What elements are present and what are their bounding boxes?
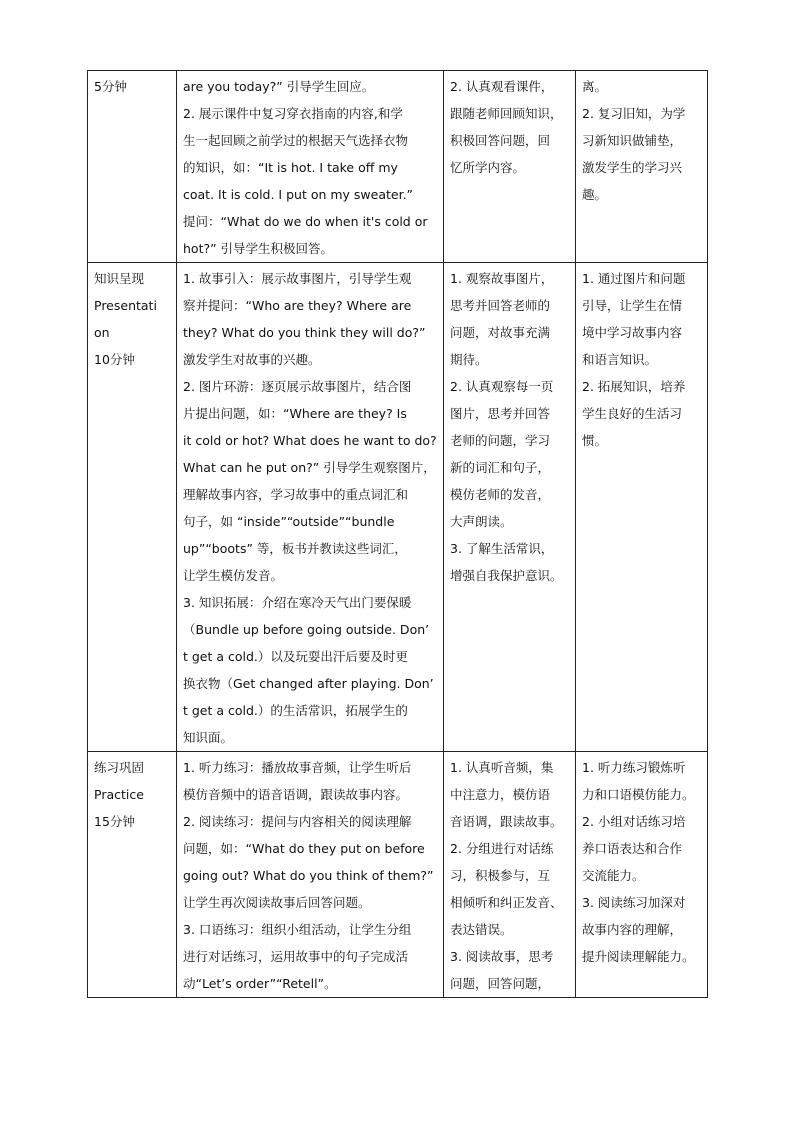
text-line: 1. 故事引入：展示故事图片，引导学生观 [183, 271, 412, 286]
text-line: 音语调，跟读故事。 [450, 814, 563, 829]
text-line: 提升阅读理解能力。 [582, 949, 695, 964]
text-line: 的知识，如：“It is hot. I take off my [183, 160, 398, 175]
text-line: 1. 认真听音频，集 [450, 760, 554, 775]
teacher-activity-cell [177, 263, 444, 752]
text-line: 句子，如 “inside”“outside”“bundle [183, 514, 395, 529]
text-line: 察并提问：“Who are they? Where are [183, 298, 412, 313]
text-line: 新的词汇和句子， [450, 460, 551, 475]
student-activity-cell [444, 752, 576, 998]
text-line: 期待。 [450, 352, 488, 367]
stage-cell [88, 71, 177, 263]
text-line: 知识面。 [183, 730, 234, 745]
text-line: 动“Let’s order”“Retell”。 [183, 976, 337, 991]
design-purpose-cell [576, 752, 708, 998]
text-line: 2. 分组进行对话练 [450, 841, 554, 856]
text-line: Presentati [94, 298, 157, 313]
text-line: 5分钟 [94, 79, 127, 94]
text-line: 3. 阅读故事，思考 [450, 949, 554, 964]
table-row [88, 263, 708, 752]
text-line: 1. 观察故事图片， [450, 271, 554, 286]
text-line: 思考并回答老师的 [450, 298, 551, 313]
text-line: 换衣物（Get changed after playing. Don’ [183, 676, 434, 691]
text-line: 积极回答问题，回 [450, 133, 551, 148]
stage-cell [88, 752, 177, 998]
table-row [88, 752, 708, 998]
text-line: 2. 展示课件中复习穿衣指南的内容,和学 [183, 106, 403, 121]
text-line: What can he put on?” 引导学生观察图片， [183, 460, 436, 475]
text-line: 10分钟 [94, 352, 135, 367]
text-line: 激发学生对故事的兴趣。 [183, 352, 321, 367]
text-line: 2. 小组对话练习培 [582, 814, 686, 829]
text-line: 2. 图片环游：逐页展示故事图片，结合图 [183, 379, 412, 394]
text-line: t get a cold.）以及玩耍出汗后要及时更 [183, 649, 408, 664]
text-line: 3. 阅读练习加深对 [582, 895, 686, 910]
text-line: 表达错误。 [450, 922, 513, 937]
text-line: 问题，如：“What do they put on before [183, 841, 425, 856]
text-line: 习，积极参与，互 [450, 868, 551, 883]
student-activity-cell [444, 71, 576, 263]
student-activity-cell [444, 263, 576, 752]
teacher-activity-cell [177, 71, 444, 263]
text-line: Practice [94, 787, 144, 802]
text-line: 交流能力。 [582, 868, 645, 883]
text-line: 增强自我保护意识。 [450, 568, 563, 583]
text-line: 1. 通过图片和问题 [582, 271, 686, 286]
text-line: 问题，对故事充满 [450, 325, 551, 340]
design-purpose-cell [576, 263, 708, 752]
lesson-plan-table [87, 70, 708, 998]
text-line: 生一起回顾之前学过的根据天气选择衣物 [183, 133, 409, 148]
text-line: 片提出问题，如：“Where are they? Is [183, 406, 407, 421]
text-line: 提问：“What do we do when it's cold or [183, 214, 428, 229]
text-line: they? What do you think they will do?” [183, 325, 426, 340]
text-line: 力和口语模仿能力。 [582, 787, 695, 802]
text-line: 让学生再次阅读故事后回答问题。 [183, 895, 371, 910]
text-line: 3. 口语练习：组织小组活动，让学生分组 [183, 922, 412, 937]
table-row [88, 71, 708, 263]
text-line: 2. 阅读练习：提问与内容相关的阅读理解 [183, 814, 412, 829]
stage-cell [88, 263, 177, 752]
text-line: 引导，让学生在情 [582, 298, 683, 313]
text-line: 养口语表达和合作 [582, 841, 683, 856]
text-line: hot?” 引导学生积极回答。 [183, 241, 334, 256]
text-line: are you today?” 引导学生回应。 [183, 79, 375, 94]
text-line: 惯。 [582, 433, 608, 448]
teacher-activity-cell [177, 752, 444, 998]
text-line: 相倾听和纠正发音、 [450, 895, 563, 910]
text-line: 2. 复习旧知，为学 [582, 106, 686, 121]
text-line: up”“boots” 等，板书并教读这些词汇， [183, 541, 407, 556]
text-line: 知识呈现 [94, 271, 145, 286]
text-line: 故事内容的理解， [582, 922, 683, 937]
text-line: it cold or hot? What does he want to do? [183, 433, 437, 448]
text-line: 15分钟 [94, 814, 135, 829]
text-line: 问题，回答问题， [450, 976, 551, 991]
text-line: 大声朗读。 [450, 514, 513, 529]
design-purpose-cell [576, 71, 708, 263]
text-line: t get a cold.）的生活常识，拓展学生的 [183, 703, 408, 718]
text-line: 3. 知识拓展：介绍在寒冷天气出门要保暖 [183, 595, 412, 610]
text-line: 让学生模仿发音。 [183, 568, 284, 583]
text-line: 趣。 [582, 187, 608, 202]
text-line: 跟随老师回顾知识， [450, 106, 563, 121]
text-line: 2. 认真观察每一页 [450, 379, 554, 394]
text-line: 理解故事内容，学习故事中的重点词汇和 [183, 487, 409, 502]
text-line: 2. 拓展知识，培养 [582, 379, 686, 394]
text-line: on [94, 325, 110, 340]
text-line: 忆所学内容。 [450, 160, 526, 175]
text-line: 3. 了解生活常识， [450, 541, 554, 556]
text-line: （Bundle up before going outside. Don’ [183, 622, 430, 637]
text-line: 和语言知识。 [582, 352, 658, 367]
text-line: 激发学生的学习兴 [582, 160, 683, 175]
text-line: 2. 认真观看课件， [450, 79, 554, 94]
text-line: 习新知识做铺垫， [582, 133, 683, 148]
text-line: 图片，思考并回答 [450, 406, 551, 421]
text-line: 学生良好的生活习 [582, 406, 683, 421]
text-line: 1. 听力练习：播放故事音频，让学生听后 [183, 760, 412, 775]
text-line: going out? What do you think of them?” [183, 868, 434, 883]
text-line: 中注意力，模仿语 [450, 787, 551, 802]
text-line: 1. 听力练习锻炼听 [582, 760, 686, 775]
text-line: coat. It is cold. I put on my sweater.” [183, 187, 414, 202]
text-line: 老师的问题，学习 [450, 433, 551, 448]
text-line: 模仿音频中的语音语调，跟读故事内容。 [183, 787, 409, 802]
lesson-plan-body [88, 71, 708, 998]
text-line: 模仿老师的发音， [450, 487, 551, 502]
text-line: 境中学习故事内容 [582, 325, 683, 340]
text-line: 练习巩固 [94, 760, 145, 775]
text-line: 进行对话练习，运用故事中的句子完成活 [183, 949, 409, 964]
text-line: 离。 [582, 79, 608, 94]
